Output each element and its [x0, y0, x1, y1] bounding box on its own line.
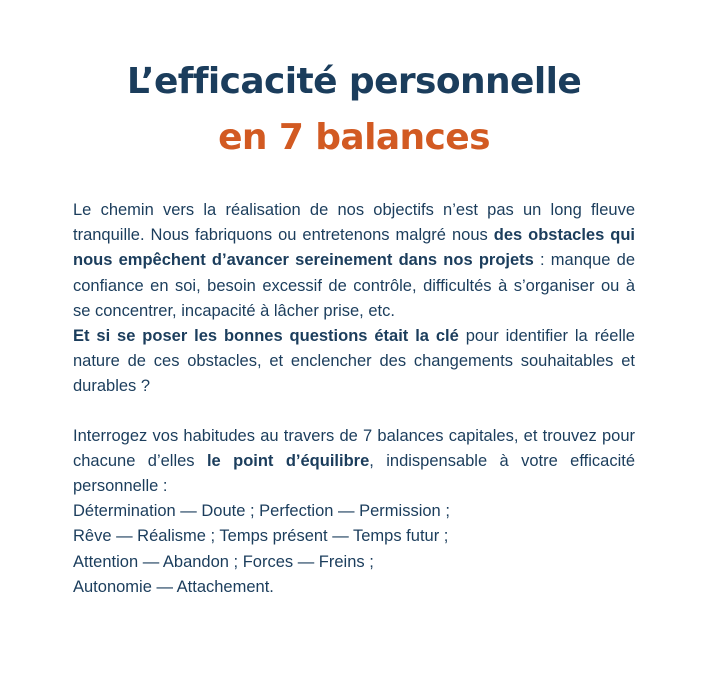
- paragraph-balances-text-a: Interrogez vos habitudes au travers de 7 balances capitales, et trouvez pour chacune d’elles: [73, 426, 635, 470]
- paragraph-balances-text-b: , indispensable à votre efficacité personnelle :: [73, 451, 635, 496]
- paragraph-balances-bold: le point d’équilibre: [206, 451, 370, 470]
- paragraph-spacer: [73, 400, 635, 424]
- balance-line: Attention — Abandon ; Forces — Freins ;: [73, 552, 374, 571]
- paragraph-intro-text-b: : manque de confiance en soi, besoin excessif de contrôle, difficultés à s’organiser ou à se concentrer, incapacité à lâcher prise, etc.: [73, 251, 635, 320]
- title-line-2: en 7 balances: [218, 117, 490, 159]
- paragraph-intro: [73, 198, 635, 324]
- paragraph-question: [73, 324, 635, 400]
- paragraph-intro-bold: des obstacles qui nous empêchent d’avancer sereinement dans nos projets: [73, 226, 635, 270]
- paragraph-question-bold: Et si se poser les bonnes questions était la clé: [73, 327, 459, 346]
- balance-line: Autonomie — Attachement.: [73, 577, 274, 596]
- description-text: [73, 198, 635, 600]
- paragraph-intro-text-a: Le chemin vers la réalisation de nos objectifs n’est pas un long fleuve tranquille. Nous fabriquons ou entretenons malgré nous: [73, 201, 635, 245]
- paragraph-balances-intro: [73, 424, 635, 500]
- balance-line: Rêve — Réalisme ; Temps présent — Temps futur ;: [73, 527, 449, 546]
- page-title: [0, 54, 708, 166]
- balance-line: Détermination — Doute ; Perfection — Permission ;: [73, 502, 450, 521]
- paragraph-question-text: pour identifier la réelle nature de ces obstacles, et enclencher des changements souhaitables et durables ?: [73, 327, 635, 396]
- title-line-1: L’efficacité personnelle: [126, 61, 582, 103]
